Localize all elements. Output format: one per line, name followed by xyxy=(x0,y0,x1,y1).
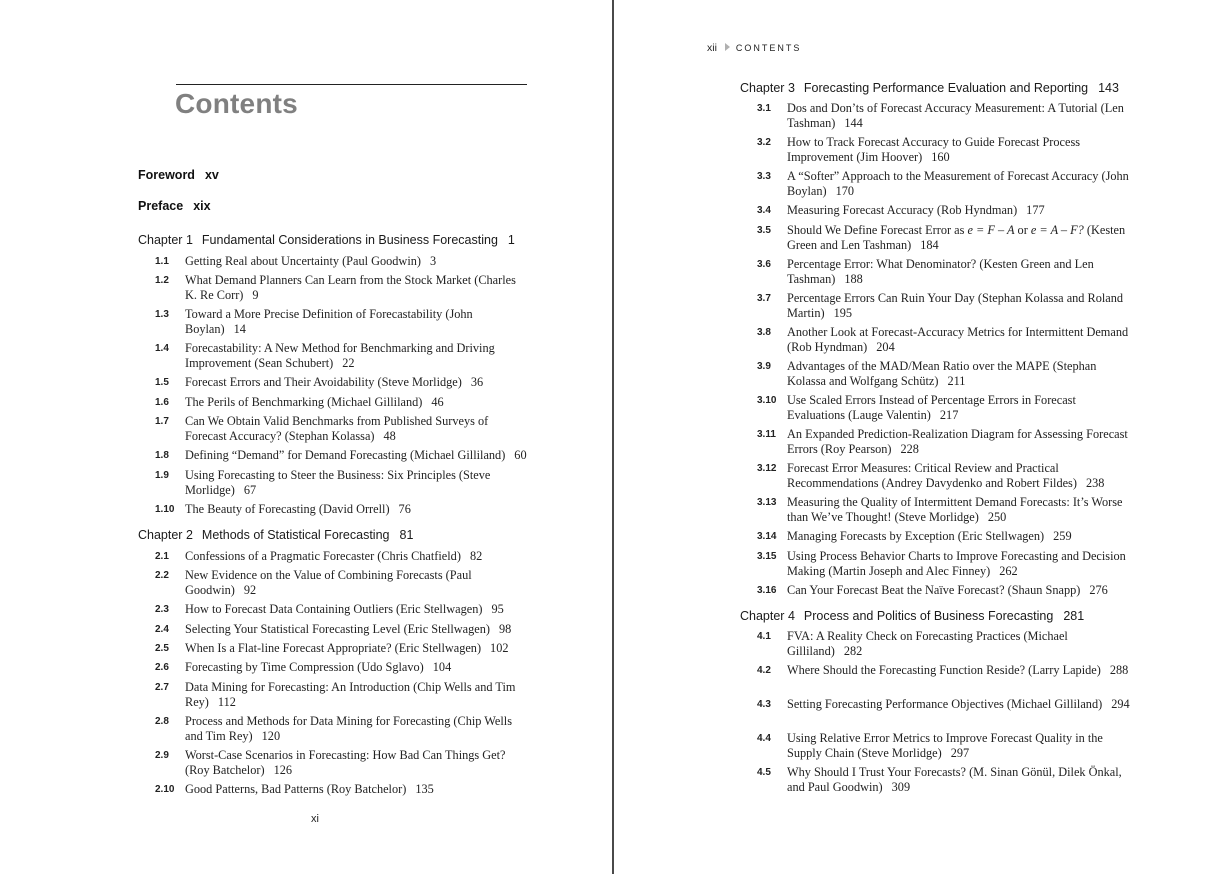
entry-text xyxy=(787,529,1132,544)
page-number: xi xyxy=(311,813,319,825)
toc-chapter-3[interactable] xyxy=(740,81,1119,95)
entry-number: 4.4 xyxy=(757,733,771,744)
running-head-folio: xii xyxy=(707,42,717,54)
running-head-title: CONTENTS xyxy=(735,43,802,53)
running-head xyxy=(707,42,801,54)
entry-number: 2.8 xyxy=(155,716,169,727)
entry-number: 2.6 xyxy=(155,662,169,673)
entry-text xyxy=(185,448,555,463)
entry-number: 3.7 xyxy=(757,293,771,304)
entry-text xyxy=(185,714,530,743)
entry-page: 102 xyxy=(490,641,509,655)
entry-number: 2.5 xyxy=(155,643,169,654)
entry-number: 3.5 xyxy=(757,225,771,236)
entry-text xyxy=(787,427,1132,456)
entry-page: 48 xyxy=(383,428,396,443)
front-page: xix xyxy=(193,199,211,213)
entry-title-end: (Kesten Green and Len Tashman) xyxy=(787,223,1126,252)
entry-title: Process and Methods for Data Mining for Forecasting (Chip Wells and Tim Rey) xyxy=(185,714,512,743)
entry-title: Worst-Case Scenarios in Forecasting: How Bad Can Things Get? (Roy Batchelor) xyxy=(185,748,506,777)
entry-number: 3.6 xyxy=(757,259,771,270)
chapter-page: 143 xyxy=(1098,81,1119,95)
chapter-number: Chapter 2 xyxy=(138,528,193,542)
entry-page: 14 xyxy=(233,321,246,336)
entry-text xyxy=(787,663,1132,678)
entry-title: New Evidence on the Value of Combining Forecasts (Paul Goodwin) xyxy=(185,568,472,597)
entry-number: 1.6 xyxy=(155,397,169,408)
entry-title: How to Track Forecast Accuracy to Guide Forecast Process Improvement (Jim Hoover) xyxy=(787,135,1081,164)
entry-title: Defining “Demand” for Demand Forecasting (Michael Gilliland) xyxy=(185,448,506,462)
entry-text xyxy=(185,641,555,656)
entry-page: 184 xyxy=(920,237,939,252)
entry-text xyxy=(185,468,530,497)
page-title: Contents xyxy=(175,88,298,119)
entry-title: Use Scaled Errors Instead of Percentage Errors in Forecast Evaluations (Lauge Valentin) xyxy=(787,393,1076,422)
entry-page: 294 xyxy=(1111,697,1130,711)
entry-title: Can We Obtain Valid Benchmarks from Published Surveys of Forecast Accuracy? (Stephan Kolassa) xyxy=(185,414,489,443)
entry-title: Good Patterns, Bad Patterns (Roy Batchelor) xyxy=(185,782,407,796)
entry-title: Another Look at Forecast-Accuracy Metrics for Intermittent Demand (Rob Hyndman) xyxy=(787,325,1129,354)
entry-title: Measuring the Quality of Intermittent Demand Forecasts: It’s Worse than We’ve Thought! (Steve Morlidge) xyxy=(787,495,1123,524)
entry-title: Toward a More Precise Definition of Forecastability (John Boylan) xyxy=(185,307,473,336)
entry-text xyxy=(787,203,1132,218)
entry-title: Using Forecasting to Steer the Business: Six Principles (Steve Morlidge) xyxy=(185,468,491,497)
entry-text xyxy=(185,549,530,564)
entry-number: 1.10 xyxy=(155,504,175,515)
entry-title: Using Process Behavior Charts to Improve Forecasting and Decision Making (Martin Joseph and Alec Finney) xyxy=(787,549,1126,578)
entry-page: 135 xyxy=(415,782,434,796)
entry-text xyxy=(185,660,530,675)
entry-page: 282 xyxy=(843,643,863,658)
entry-number: 3.2 xyxy=(757,137,771,148)
entry-number: 2.3 xyxy=(155,604,169,615)
entry-text xyxy=(787,765,1132,794)
entry-text xyxy=(787,495,1132,524)
entry-title: FVA: A Reality Check on Forecasting Practices (Michael Gilliland) xyxy=(787,629,1068,658)
entry-text xyxy=(787,731,1132,760)
entry-page: 98 xyxy=(498,622,512,636)
entry-number: 2.2 xyxy=(155,570,169,581)
entry-text xyxy=(787,135,1132,164)
chapter-title: Methods of Statistical Forecasting xyxy=(201,528,390,542)
entry-page: 195 xyxy=(833,305,853,320)
entry-page: 126 xyxy=(273,762,293,777)
toc-chapter-2[interactable] xyxy=(138,528,413,542)
entry-text xyxy=(185,341,530,370)
chapter-title: Forecasting Performance Evaluation and Reporting xyxy=(803,81,1089,95)
entry-text xyxy=(185,782,530,797)
entry-title: Forecast Error Measures: Critical Review and Practical Recommendations (Andrey Davydenko and Robert Fildes) xyxy=(787,461,1077,490)
entry-title: Using Relative Error Metrics to Improve Forecast Quality in the Supply Chain (Steve Morlidge) xyxy=(787,731,1103,760)
entry-number: 2.10 xyxy=(155,784,175,795)
entry-page: 76 xyxy=(398,502,411,516)
front-page: xv xyxy=(204,168,219,182)
entry-text xyxy=(185,414,530,443)
entry-number: 3.12 xyxy=(757,463,777,474)
chapter-title: Fundamental Considerations in Business Forecasting xyxy=(201,233,498,247)
entry-page: 82 xyxy=(469,549,483,563)
formula: e = F – A xyxy=(967,223,1015,237)
entry-page: 104 xyxy=(432,660,452,674)
entry-page: 262 xyxy=(999,563,1018,578)
chapter-number: Chapter 1 xyxy=(138,233,193,247)
entry-title: Measuring Forecast Accuracy (Rob Hyndman) xyxy=(787,203,1018,217)
entry-title: How to Forecast Data Containing Outliers (Eric Stellwagen) xyxy=(185,602,483,616)
entry-page: 228 xyxy=(900,441,919,456)
entry-number: 3.3 xyxy=(757,171,771,182)
title-rule xyxy=(176,84,527,85)
entry-number: 1.4 xyxy=(155,343,169,354)
entry-text xyxy=(185,254,530,269)
entry-number: 2.7 xyxy=(155,682,169,693)
entry-page: 297 xyxy=(950,745,970,760)
entry-text xyxy=(787,697,1132,712)
chapter-page: 281 xyxy=(1063,609,1085,623)
chapter-number: Chapter 3 xyxy=(740,81,795,95)
entry-text xyxy=(787,223,1132,252)
entry-title: Percentage Errors Can Ruin Your Day (Stephan Kolassa and Roland Martin) xyxy=(787,291,1124,320)
toc-front-preface[interactable] xyxy=(138,199,211,213)
left-page xyxy=(0,0,612,874)
entry-title: Confessions of a Pragmatic Forecaster (Chris Chatfield) xyxy=(185,549,461,563)
entry-number: 4.5 xyxy=(757,767,771,778)
entry-text xyxy=(185,307,530,336)
entry-text xyxy=(185,568,530,597)
chapter-title: Process and Politics of Business Forecasting xyxy=(803,609,1054,623)
entry-text xyxy=(787,549,1132,578)
entry-page: 120 xyxy=(261,728,281,743)
entry-page: 238 xyxy=(1085,475,1105,490)
entry-page: 309 xyxy=(891,779,911,794)
entry-page: 36 xyxy=(470,375,484,389)
entry-text xyxy=(185,748,530,777)
entry-title: Dos and Don’ts of Forecast Accuracy Measurement: A Tutorial (Len Tashman) xyxy=(787,101,1124,130)
entry-text xyxy=(787,325,1132,354)
entry-number: 1.3 xyxy=(155,309,169,320)
entry-text xyxy=(185,502,530,517)
entry-number: 4.1 xyxy=(757,631,771,642)
entry-number: 2.1 xyxy=(155,551,169,562)
entry-page: 22 xyxy=(342,355,355,370)
triangle-right-icon xyxy=(725,43,730,51)
right-page xyxy=(614,0,1226,874)
entry-page: 3 xyxy=(429,254,437,268)
entry-number: 1.7 xyxy=(155,416,169,427)
entry-title: An Expanded Prediction-Realization Diagram for Assessing Forecast Errors (Roy Pearson) xyxy=(787,427,1128,456)
entry-title: The Perils of Benchmarking (Michael Gilliland) xyxy=(185,395,423,409)
entry-text xyxy=(185,680,530,709)
chapter-page: 81 xyxy=(399,528,414,542)
entry-page: 211 xyxy=(947,373,966,388)
entry-number: 2.4 xyxy=(155,624,169,635)
entry-number: 1.2 xyxy=(155,275,169,286)
entry-title: Where Should the Forecasting Function Reside? (Larry Lapide) xyxy=(787,663,1101,677)
entry-page: 112 xyxy=(217,694,236,709)
chapter-page: 1 xyxy=(507,233,515,247)
entry-number: 1.1 xyxy=(155,256,169,267)
entry-text xyxy=(787,101,1132,130)
entry-text xyxy=(185,395,530,410)
toc-chapter-1[interactable] xyxy=(138,233,515,247)
entry-text xyxy=(787,583,1157,598)
entry-page: 144 xyxy=(844,115,863,130)
entry-text xyxy=(787,257,1132,286)
entry-page: 204 xyxy=(876,339,895,354)
chapter-number: Chapter 4 xyxy=(740,609,795,623)
entry-number: 3.10 xyxy=(757,395,777,406)
entry-number: 3.8 xyxy=(757,327,771,338)
entry-number: 3.15 xyxy=(757,551,777,562)
entry-number: 3.16 xyxy=(757,585,777,596)
front-label: Foreword xyxy=(138,168,195,182)
entry-text xyxy=(787,169,1132,198)
entry-title-mid: or xyxy=(1014,223,1031,237)
entry-text xyxy=(185,273,530,302)
entry-page: 95 xyxy=(491,602,504,616)
entry-page: 92 xyxy=(243,582,257,597)
entry-number: 3.4 xyxy=(757,205,771,216)
entry-page: 259 xyxy=(1053,529,1072,543)
entry-page: 9 xyxy=(252,287,259,302)
entry-number: 2.9 xyxy=(155,750,169,761)
entry-page: 276 xyxy=(1089,583,1108,597)
entry-title: When Is a Flat-line Forecast Appropriate? (Eric Stellwagen) xyxy=(185,641,482,655)
entry-title: Selecting Your Statistical Forecasting Level (Eric Stellwagen) xyxy=(185,622,490,636)
entry-page: 46 xyxy=(431,395,444,409)
entry-text xyxy=(787,629,1132,658)
toc-chapter-4[interactable] xyxy=(740,609,1084,623)
entry-page: 188 xyxy=(844,271,863,286)
entry-text xyxy=(787,291,1132,320)
entry-page: 177 xyxy=(1026,203,1045,217)
entry-number: 1.5 xyxy=(155,377,169,388)
entry-title: The Beauty of Forecasting (David Orrell) xyxy=(185,502,390,516)
entry-number: 3.13 xyxy=(757,497,777,508)
entry-number: 3.11 xyxy=(757,429,776,440)
formula: e = A – F? xyxy=(1030,223,1084,237)
entry-number: 1.8 xyxy=(155,450,169,461)
entry-text xyxy=(185,375,530,390)
entry-number: 3.9 xyxy=(757,361,771,372)
entry-title: A “Softer” Approach to the Measurement of Forecast Accuracy (John Boylan) xyxy=(787,169,1129,198)
entry-page: 217 xyxy=(939,407,959,422)
entry-title: Data Mining for Forecasting: An Introduction (Chip Wells and Tim Rey) xyxy=(185,680,516,709)
entry-title: Can Your Forecast Beat the Naïve Forecast? (Shaun Snapp) xyxy=(787,583,1081,597)
entry-page: 288 xyxy=(1109,663,1129,677)
entry-title: Getting Real about Uncertainty (Paul Goodwin) xyxy=(185,254,421,268)
entry-text xyxy=(787,461,1132,490)
entry-page: 67 xyxy=(243,482,257,497)
entry-number: 3.14 xyxy=(757,531,777,542)
toc-front-foreword[interactable] xyxy=(138,168,219,182)
entry-title: Forecast Errors and Their Avoidability (Steve Morlidge) xyxy=(185,375,462,389)
entry-page: 160 xyxy=(931,149,950,164)
entry-page: 250 xyxy=(987,509,1007,524)
entry-text xyxy=(787,359,1132,388)
entry-text xyxy=(185,622,555,637)
entry-title: Forecasting by Time Compression (Udo Sglavo) xyxy=(185,660,424,674)
entry-title: Managing Forecasts by Exception (Eric Stellwagen) xyxy=(787,529,1045,543)
entry-number: 1.9 xyxy=(155,470,169,481)
front-label: Preface xyxy=(138,199,184,213)
entry-title: Why Should I Trust Your Forecasts? (M. Sinan Gönül, Dilek Önkal, and Paul Goodwin) xyxy=(787,765,1122,794)
entry-number: 4.2 xyxy=(757,665,771,676)
entry-number: 3.1 xyxy=(757,103,771,114)
entry-title: Forecastability: A New Method for Benchmarking and Driving Improvement (Sean Schubert) xyxy=(185,341,495,370)
entry-title: Percentage Error: What Denominator? (Kesten Green and Len Tashman) xyxy=(787,257,1094,286)
entry-number: 4.3 xyxy=(757,699,771,710)
entry-text xyxy=(787,393,1132,422)
entry-title: Advantages of the MAD/Mean Ratio over the MAPE (Stephan Kolassa and Wolfgang Schütz) xyxy=(787,359,1097,388)
entry-page: 60 xyxy=(514,448,527,462)
entry-title-start: Should We Define Forecast Error as xyxy=(787,223,968,237)
entry-page: 170 xyxy=(835,183,855,198)
entry-title: What Demand Planners Can Learn from the Stock Market (Charles K. Re Corr) xyxy=(185,273,516,302)
entry-text xyxy=(185,602,555,617)
entry-title: Setting Forecasting Performance Objectives (Michael Gilliland) xyxy=(787,697,1103,711)
